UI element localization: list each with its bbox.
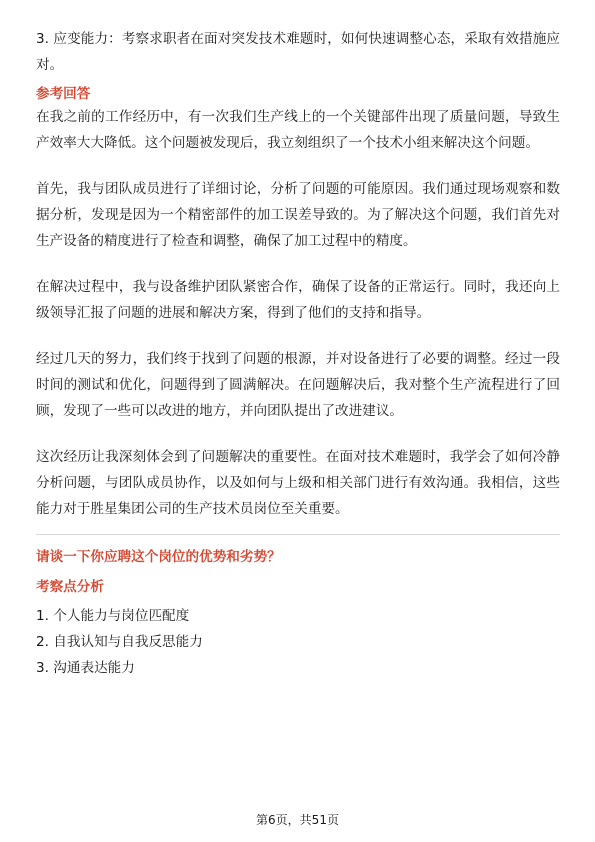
analysis-list (36, 603, 560, 681)
page-content (36, 26, 560, 681)
answer-paragraph: 在我之前的工作经历中，有一次我们生产线上的一个关键部件出现了质量问题，导致生产效率大大降低。这个问题被发现后，我立刻组织了一个技术小组来解决这个问题。 (36, 109, 560, 151)
answer-paragraph: 首先，我与团队成员进行了详细讨论，分析了问题的可能原因。我们通过现场观察和数据分析，发现是因为一个精密部件的加工误差导致的。为了解决这个问题，我们首先对生产设备的精度进行了检查和调整，确保了加工过程中的精度。 (36, 181, 560, 249)
analysis-list-item: 2. 自我认知与自我反思能力 (36, 634, 203, 650)
answer-body (36, 104, 560, 522)
answer-paragraph: 经过几天的努力，我们终于找到了问题的根源，并对设备进行了必要的调整。经过一段时间的测试和优化，问题得到了圆满解决。在问题解决后，我对整个生产流程进行了回顾，发现了一些可以改进的地方，并向团队提出了改进建议。 (36, 351, 560, 419)
analysis-list-item: 3. 沟通表达能力 (36, 660, 135, 676)
answer-paragraph: 这次经历让我深刻体会到了问题解决的重要性。在面对技术难题时，我学会了如何冷静分析问题，与团队成员协作，以及如何与上级和相关部门进行有效沟通。我相信，这些能力对于胜星集团公司的生产技术员岗位至关重要。 (36, 449, 560, 517)
page-footer: 第6页，共51页 (256, 813, 339, 827)
answer-paragraph: 在解决过程中，我与设备维护团队紧密合作，确保了设备的正常运行。同时，我还向上级领导汇报了问题的进展和解决方案，得到了他们的支持和指导。 (36, 279, 560, 321)
section-divider (36, 534, 560, 535)
intro-list-item: 3. 应变能力：考察求职者在面对突发技术难题时，如何快速调整心态，采取有效措施应对。 (36, 31, 560, 73)
analysis-list-item: 1. 个人能力与岗位匹配度 (36, 608, 190, 624)
answer-heading: 参考回答 (36, 86, 91, 102)
question-heading: 请谈一下你应聘这个岗位的优势和劣势？ (36, 549, 281, 565)
analysis-heading: 考察点分析 (36, 579, 104, 595)
